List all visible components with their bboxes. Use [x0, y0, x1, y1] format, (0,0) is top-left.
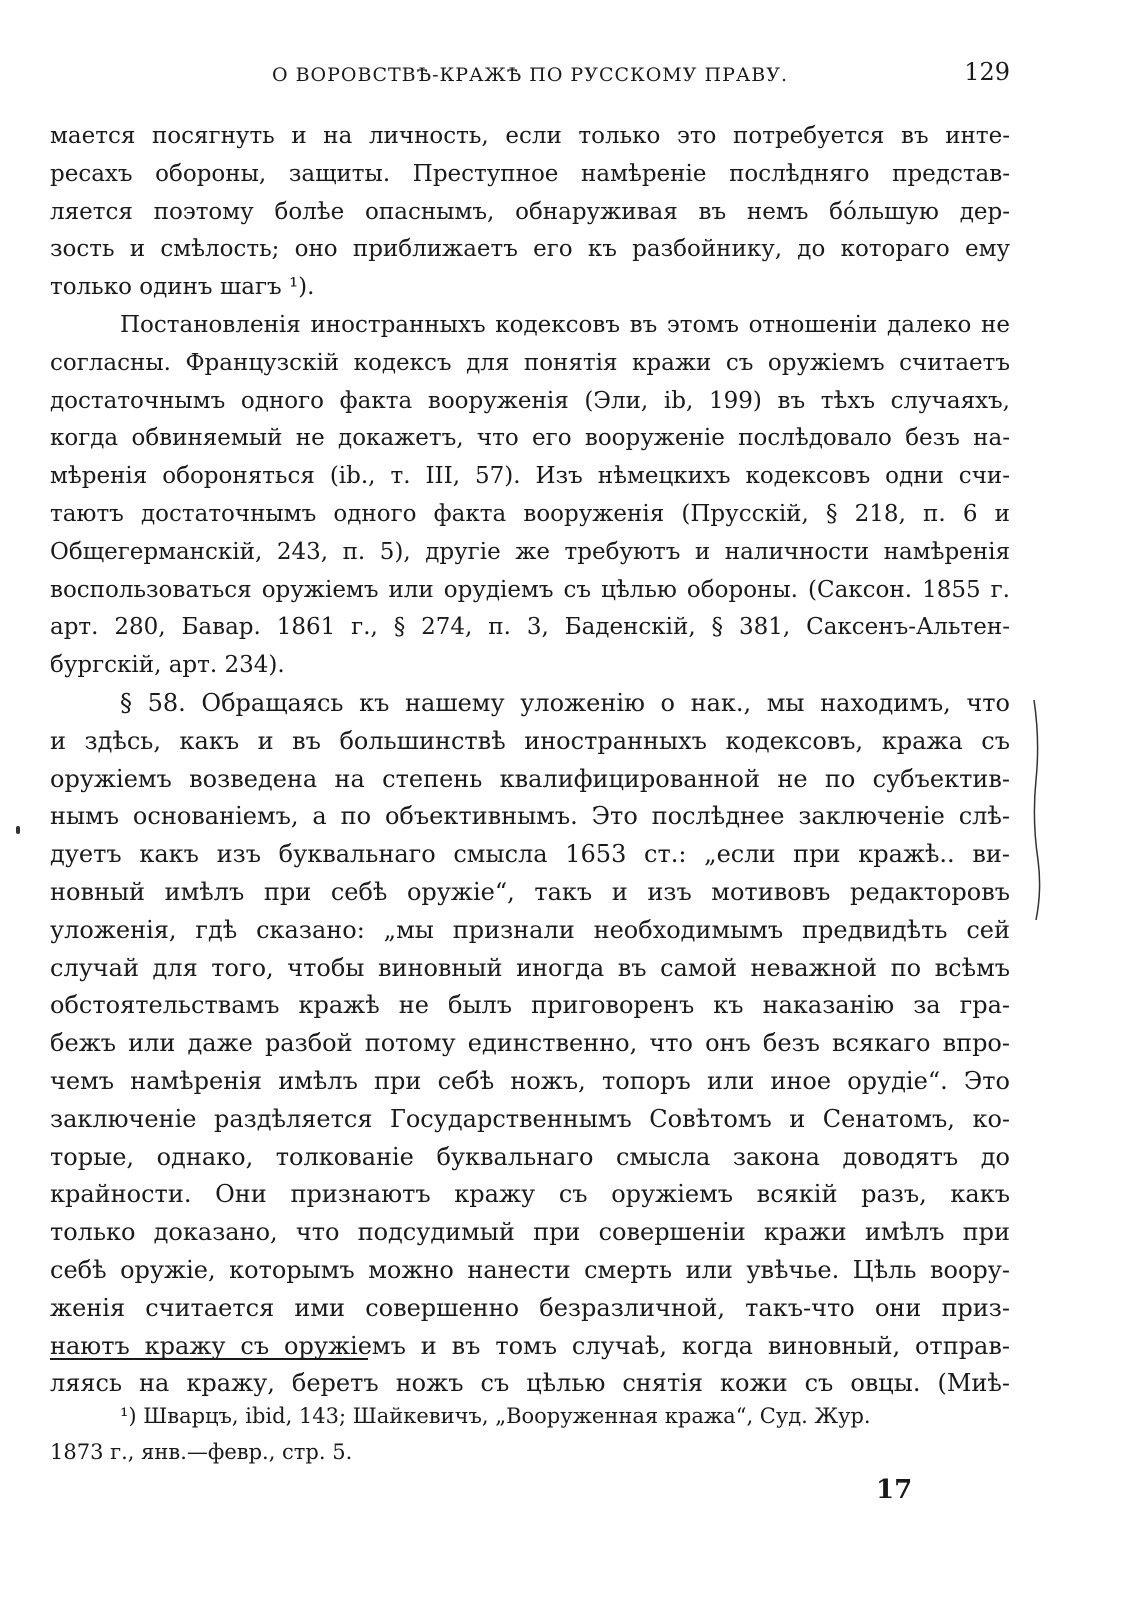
text-line: обстоятельствамъ кражѣ не былъ приговоренъ къ наказанію за гра- — [50, 991, 1010, 1020]
running-title: О ВОРОВСТВѢ-КРАЖѢ ПО РУССКОМУ ПРАВУ. — [271, 64, 789, 86]
footnote — [50, 1398, 1010, 1470]
text-line: торые, однако, толкованіе буквальнаго смысла закона доводятъ до — [50, 1142, 1010, 1171]
text-line: случай для того, чтобы виновный иногда въ самой неважной по всѣмъ — [50, 953, 1010, 982]
footnote-line: ¹) Шварцъ, ibid, 143; Шайкевичъ, „Вооруженная кража“, Суд. Жур. — [120, 1404, 871, 1428]
text-line: когда обвиняемый не докажетъ, что его вооруженіе послѣдовало безъ на- — [50, 425, 1010, 452]
text-line: бежъ или даже разбой потому единственно, что онъ безъ всякаго впро- — [50, 1029, 1010, 1058]
footnote-divider — [50, 1358, 368, 1360]
text-line: ляется поэтому болѣе опаснымъ, обнаруживая въ немъ бóльшую дер- — [50, 198, 1010, 225]
margin-ink-mark — [16, 826, 20, 834]
text-line: ляясь на кражу, беретъ ножъ съ цѣлью снятія кожи съ овцы. (Миѣ- — [50, 1369, 1010, 1398]
text-line: чемъ намѣренія имѣлъ при себѣ ножъ, топоръ или иное орудіе“. Это — [50, 1066, 1010, 1095]
text-line: таютъ достаточнымъ одного факта вооруженія (Прусскій, § 218, п. 6 и — [50, 500, 1010, 527]
printer-signature-mark: 17 — [876, 1475, 913, 1505]
text-line: Постановленія иностранныхъ кодексовъ въ этомъ отношеніи далеко не — [120, 311, 1010, 338]
footnote-line: 1873 г., янв.—февр., стр. 5. — [50, 1440, 353, 1464]
text-line: зость и смѣлость; оно приближаетъ его къ разбойнику, до котораго ему — [50, 236, 1010, 263]
text-line: нымъ основаніемъ, а по объективнымъ. Это послѣднее заключеніе слѣ- — [50, 802, 1010, 831]
text-line: арт. 280, Бавар. 1861 г., § 274, п. 3, Баденскій, § 381, Саксенъ-Альтен- — [50, 614, 1010, 641]
text-line: достаточнымъ одного факта вооруженія (Эли, ib, 199) въ тѣхъ случаяхъ, — [50, 387, 1010, 414]
text-line: заключеніе раздѣляется Государственнымъ Совѣтомъ и Сенатомъ, ко- — [50, 1104, 1010, 1133]
text-line: только доказано, что подсудимый при совершеніи кражи имѣлъ при — [50, 1218, 1010, 1247]
text-line: согласны. Французскій кодексъ для понятія кражи съ оружіемъ считаетъ — [50, 349, 1010, 376]
text-line: дуетъ какъ изъ буквальнаго смысла 1653 ст.: „если при кражѣ.. ви- — [50, 840, 1010, 869]
text-line: Общегерманскій, 243, п. 5), другіе же требуютъ и наличности намѣренія — [50, 538, 1010, 565]
body-text — [50, 118, 1010, 1403]
text-line: уложенія, гдѣ сказано: „мы признали необходимымъ предвидѣть сей — [50, 915, 1010, 944]
page-number: 129 — [964, 58, 1010, 86]
handwritten-margin-bracket — [1030, 700, 1042, 920]
text-line: оружіемъ возведена на степень квалифицированной не по субъектив- — [50, 764, 1010, 793]
text-line: женія считается ими совершенно безразличной, такъ-что они приз- — [50, 1293, 1010, 1322]
text-line: бургскій, арт. 234). — [50, 652, 285, 679]
text-line: ресахъ обороны, защиты. Преступное намѣреніе послѣдняго представ- — [50, 160, 1010, 187]
page-header — [50, 58, 1010, 94]
text-line: и здѣсь, какъ и въ большинствѣ иностранныхъ кодексовъ, кража съ — [50, 726, 1010, 755]
text-line: воспользоваться оружіемъ или орудіемъ съ цѣлью обороны. (Саксон. 1855 г. — [50, 576, 1010, 603]
text-line: новный имѣлъ при себѣ оружіе“, такъ и изъ мотивовъ редакторовъ — [50, 877, 1010, 906]
text-line: мается посягнуть и на личность, если только это потребуется въ инте- — [50, 123, 1010, 149]
text-line: себѣ оружіе, которымъ можно нанести смерть или увѣчье. Цѣль воору- — [50, 1255, 1010, 1284]
text-line: только одинъ шагъ ¹). — [50, 274, 315, 301]
text-line: наютъ кражу съ оружіемъ и въ томъ случаѣ, когда виновный, отправ- — [50, 1331, 1010, 1360]
section-58-heading-line: § 58. Обращаясь къ нашему уложенію о нак., мы находимъ, что — [120, 688, 1010, 717]
text-line: мѣренія обороняться (ib., т. III, 57). Изъ нѣмецкихъ кодексовъ одни счи- — [50, 463, 1010, 490]
text-line: крайности. Они признаютъ кражу съ оружіемъ всякій разъ, какъ — [50, 1180, 1010, 1209]
